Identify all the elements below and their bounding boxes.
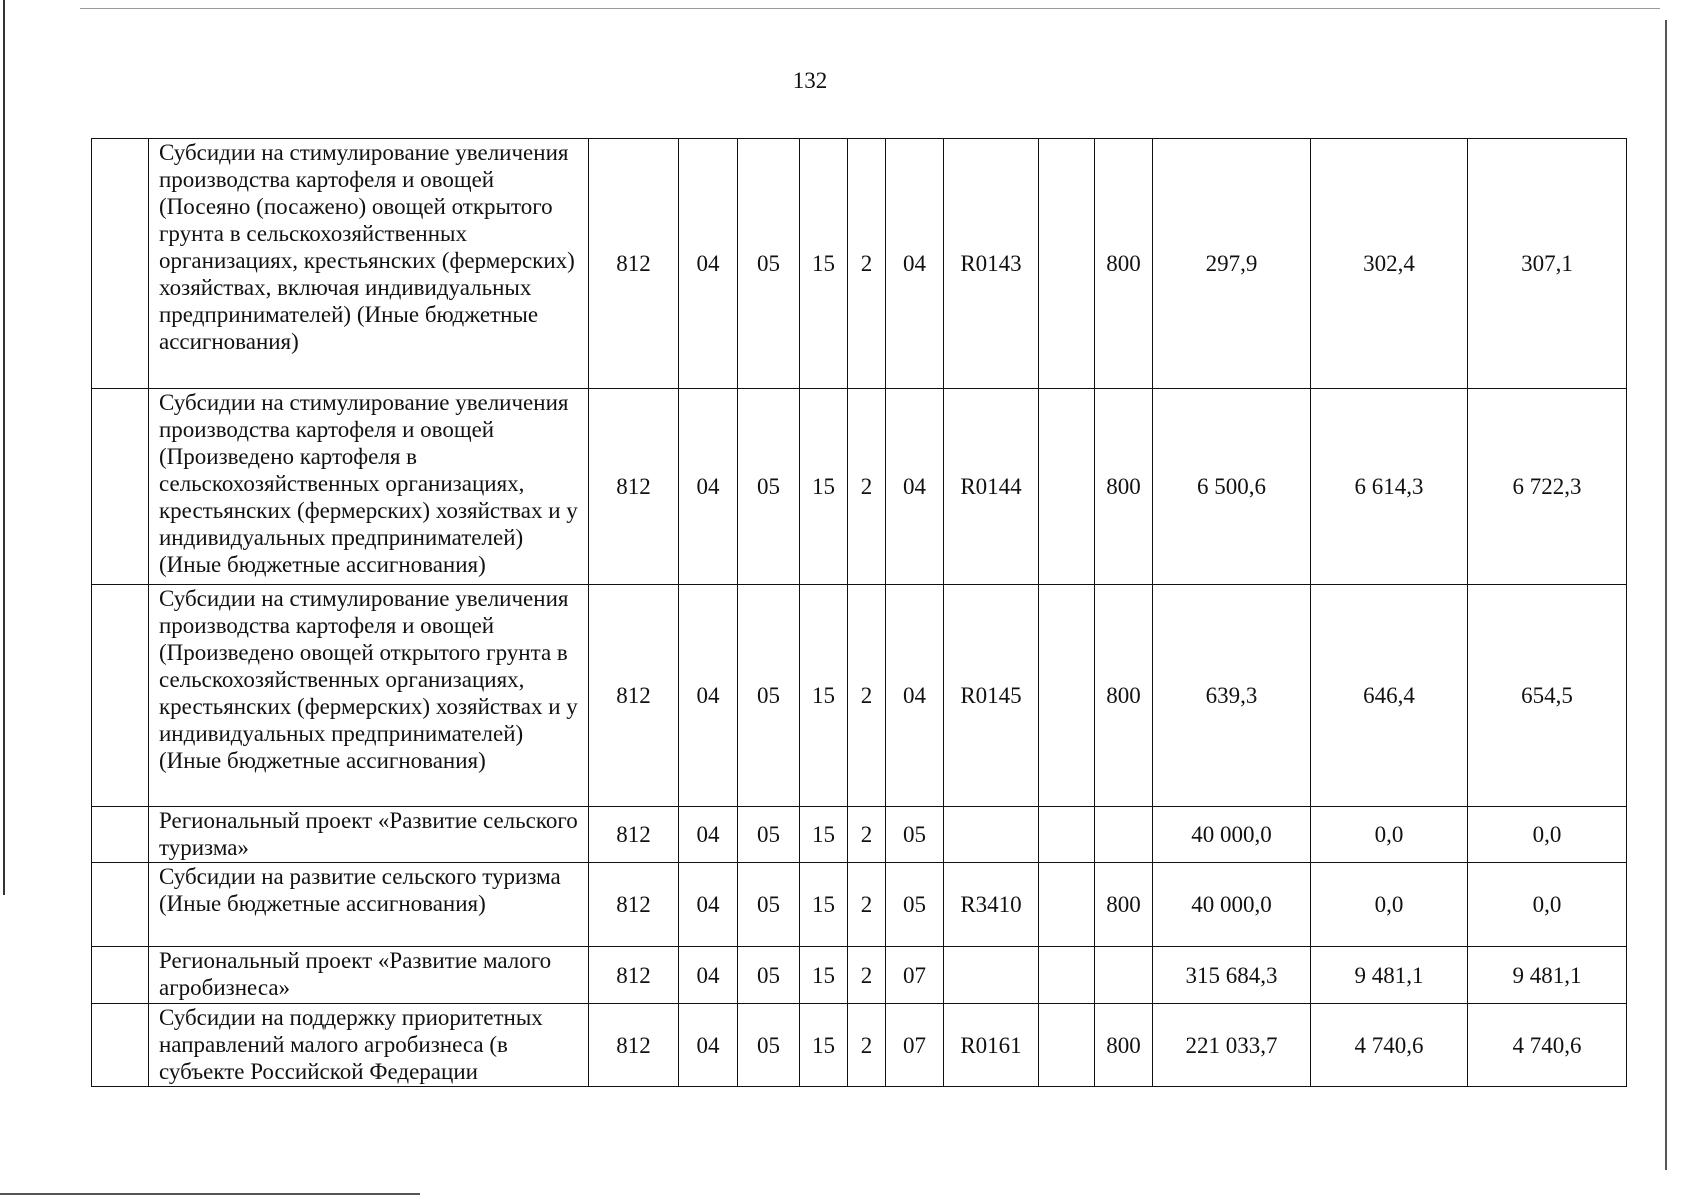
- direction-code-cell: R0144: [944, 389, 1039, 585]
- amount-year3-cell: 4 740,6: [1468, 1004, 1627, 1087]
- subprogram-code-cell: 2: [848, 947, 886, 1004]
- amount-year3-cell: 654,5: [1468, 585, 1627, 807]
- blank-cell: [1039, 947, 1095, 1004]
- table-row: [92, 807, 1627, 863]
- ministry-code-cell: 812: [589, 947, 679, 1004]
- subprogram-code-cell: 2: [848, 807, 886, 863]
- direction-code-cell: R3410: [944, 863, 1039, 947]
- direction-code-cell: R0161: [944, 1004, 1039, 1087]
- amount-year1-cell: 6 500,6: [1153, 389, 1311, 585]
- page-number: 132: [792, 68, 828, 93]
- description-cell: Субсидии на поддержку приоритетных направлений малого агробизнеса (в субъекте Российской Федерации: [149, 1004, 589, 1087]
- subsection-code-cell: 05: [738, 1004, 800, 1087]
- expense-type-cell: 800: [1095, 139, 1153, 389]
- amount-year2-cell: 0,0: [1311, 863, 1468, 947]
- direction-code-cell: R0143: [944, 139, 1039, 389]
- scan-edge-right: [1665, 20, 1667, 1170]
- amount-year1-cell: 315 684,3: [1153, 947, 1311, 1004]
- amount-year3-cell: 0,0: [1468, 807, 1627, 863]
- blank-cell: [1039, 863, 1095, 947]
- blank-cell: [1039, 139, 1095, 389]
- blank-cell: [1039, 1004, 1095, 1087]
- table-row: [92, 947, 1627, 1004]
- expense-type-cell: [1095, 947, 1153, 1004]
- blank-cell: [1039, 389, 1095, 585]
- subsection-code-cell: 05: [738, 807, 800, 863]
- table-row: [92, 1004, 1627, 1087]
- section-code-cell: 04: [679, 947, 738, 1004]
- row-number-cell: [92, 585, 149, 807]
- budget-table: [91, 138, 1627, 1087]
- amount-year2-cell: 4 740,6: [1311, 1004, 1468, 1087]
- subsection-code-cell: 05: [738, 139, 800, 389]
- table-row: [92, 585, 1627, 807]
- amount-year2-cell: 9 481,1: [1311, 947, 1468, 1004]
- section-code-cell: 04: [679, 139, 738, 389]
- blank-cell: [1039, 807, 1095, 863]
- amount-year3-cell: 6 722,3: [1468, 389, 1627, 585]
- expense-type-cell: 800: [1095, 1004, 1153, 1087]
- row-number-cell: [92, 807, 149, 863]
- event-code-cell: 04: [886, 585, 944, 807]
- program-code-cell: 15: [800, 139, 848, 389]
- event-code-cell: 04: [886, 389, 944, 585]
- amount-year1-cell: 221 033,7: [1153, 1004, 1311, 1087]
- expense-type-cell: 800: [1095, 585, 1153, 807]
- amount-year2-cell: 0,0: [1311, 807, 1468, 863]
- description-cell: Региональный проект «Развитие сельского туризма»: [149, 807, 589, 863]
- description-cell: Субсидии на стимулирование увеличения производства картофеля и овощей (Произведено картофеля в сельскохозяйственных организациях, крестьянских (фермерских) хозяйствах и у индивидуальных предпринимателей) (Иные бюджетные ассигнования): [149, 389, 589, 585]
- expense-type-cell: [1095, 807, 1153, 863]
- row-number-cell: [92, 947, 149, 1004]
- description-cell: Региональный проект «Развитие малого агробизнеса»: [149, 947, 589, 1004]
- section-code-cell: 04: [679, 807, 738, 863]
- scan-edge-left: [3, 0, 5, 895]
- row-number-cell: [92, 1004, 149, 1087]
- event-code-cell: 05: [886, 863, 944, 947]
- subsection-code-cell: 05: [738, 863, 800, 947]
- subsection-code-cell: 05: [738, 947, 800, 1004]
- subsection-code-cell: 05: [738, 585, 800, 807]
- blank-cell: [1039, 585, 1095, 807]
- event-code-cell: 04: [886, 139, 944, 389]
- amount-year1-cell: 40 000,0: [1153, 863, 1311, 947]
- program-code-cell: 15: [800, 389, 848, 585]
- row-number-cell: [92, 389, 149, 585]
- scan-edge-bottom: [0, 1193, 420, 1195]
- description-cell: Субсидии на стимулирование увеличения производства картофеля и овощей (Произведено овощей открытого грунта в сельскохозяйственных организациях, крестьянских (фермерских) хозяйствах и у индивидуальных предпринимателей) (Иные бюджетные ассигнования): [149, 585, 589, 807]
- direction-code-cell: [944, 807, 1039, 863]
- section-code-cell: 04: [679, 585, 738, 807]
- direction-code-cell: R0145: [944, 585, 1039, 807]
- row-number-cell: [92, 863, 149, 947]
- subprogram-code-cell: 2: [848, 585, 886, 807]
- ministry-code-cell: 812: [589, 863, 679, 947]
- ministry-code-cell: 812: [589, 389, 679, 585]
- amount-year2-cell: 646,4: [1311, 585, 1468, 807]
- subprogram-code-cell: 2: [848, 139, 886, 389]
- amount-year2-cell: 302,4: [1311, 139, 1468, 389]
- table-row: [92, 389, 1627, 585]
- subprogram-code-cell: 2: [848, 389, 886, 585]
- row-number-cell: [92, 139, 149, 389]
- section-code-cell: 04: [679, 1004, 738, 1087]
- program-code-cell: 15: [800, 947, 848, 1004]
- section-code-cell: 04: [679, 389, 738, 585]
- expense-type-cell: 800: [1095, 863, 1153, 947]
- direction-code-cell: [944, 947, 1039, 1004]
- event-code-cell: 05: [886, 807, 944, 863]
- amount-year1-cell: 639,3: [1153, 585, 1311, 807]
- program-code-cell: 15: [800, 807, 848, 863]
- subprogram-code-cell: 2: [848, 863, 886, 947]
- amount-year1-cell: 40 000,0: [1153, 807, 1311, 863]
- scan-edge-top: [80, 8, 1660, 9]
- description-cell: Субсидии на развитие сельского туризма (Иные бюджетные ассигнования): [149, 863, 589, 947]
- ministry-code-cell: 812: [589, 807, 679, 863]
- ministry-code-cell: 812: [589, 139, 679, 389]
- section-code-cell: 04: [679, 863, 738, 947]
- ministry-code-cell: 812: [589, 1004, 679, 1087]
- amount-year2-cell: 6 614,3: [1311, 389, 1468, 585]
- program-code-cell: 15: [800, 585, 848, 807]
- description-cell: Субсидии на стимулирование увеличения производства картофеля и овощей (Посеяно (посажено) овощей открытого грунта в сельскохозяйственных организациях, крестьянских (фермерских) хозяйствах, включая индивидуальных предпринимателей) (Иные бюджетные ассигнования): [149, 139, 589, 389]
- expense-type-cell: 800: [1095, 389, 1153, 585]
- table-row: [92, 139, 1627, 389]
- amount-year3-cell: 9 481,1: [1468, 947, 1627, 1004]
- table-row: [92, 863, 1627, 947]
- amount-year3-cell: 0,0: [1468, 863, 1627, 947]
- subsection-code-cell: 05: [738, 389, 800, 585]
- ministry-code-cell: 812: [589, 585, 679, 807]
- event-code-cell: 07: [886, 947, 944, 1004]
- program-code-cell: 15: [800, 863, 848, 947]
- amount-year1-cell: 297,9: [1153, 139, 1311, 389]
- event-code-cell: 07: [886, 1004, 944, 1087]
- amount-year3-cell: 307,1: [1468, 139, 1627, 389]
- program-code-cell: 15: [800, 1004, 848, 1087]
- subprogram-code-cell: 2: [848, 1004, 886, 1087]
